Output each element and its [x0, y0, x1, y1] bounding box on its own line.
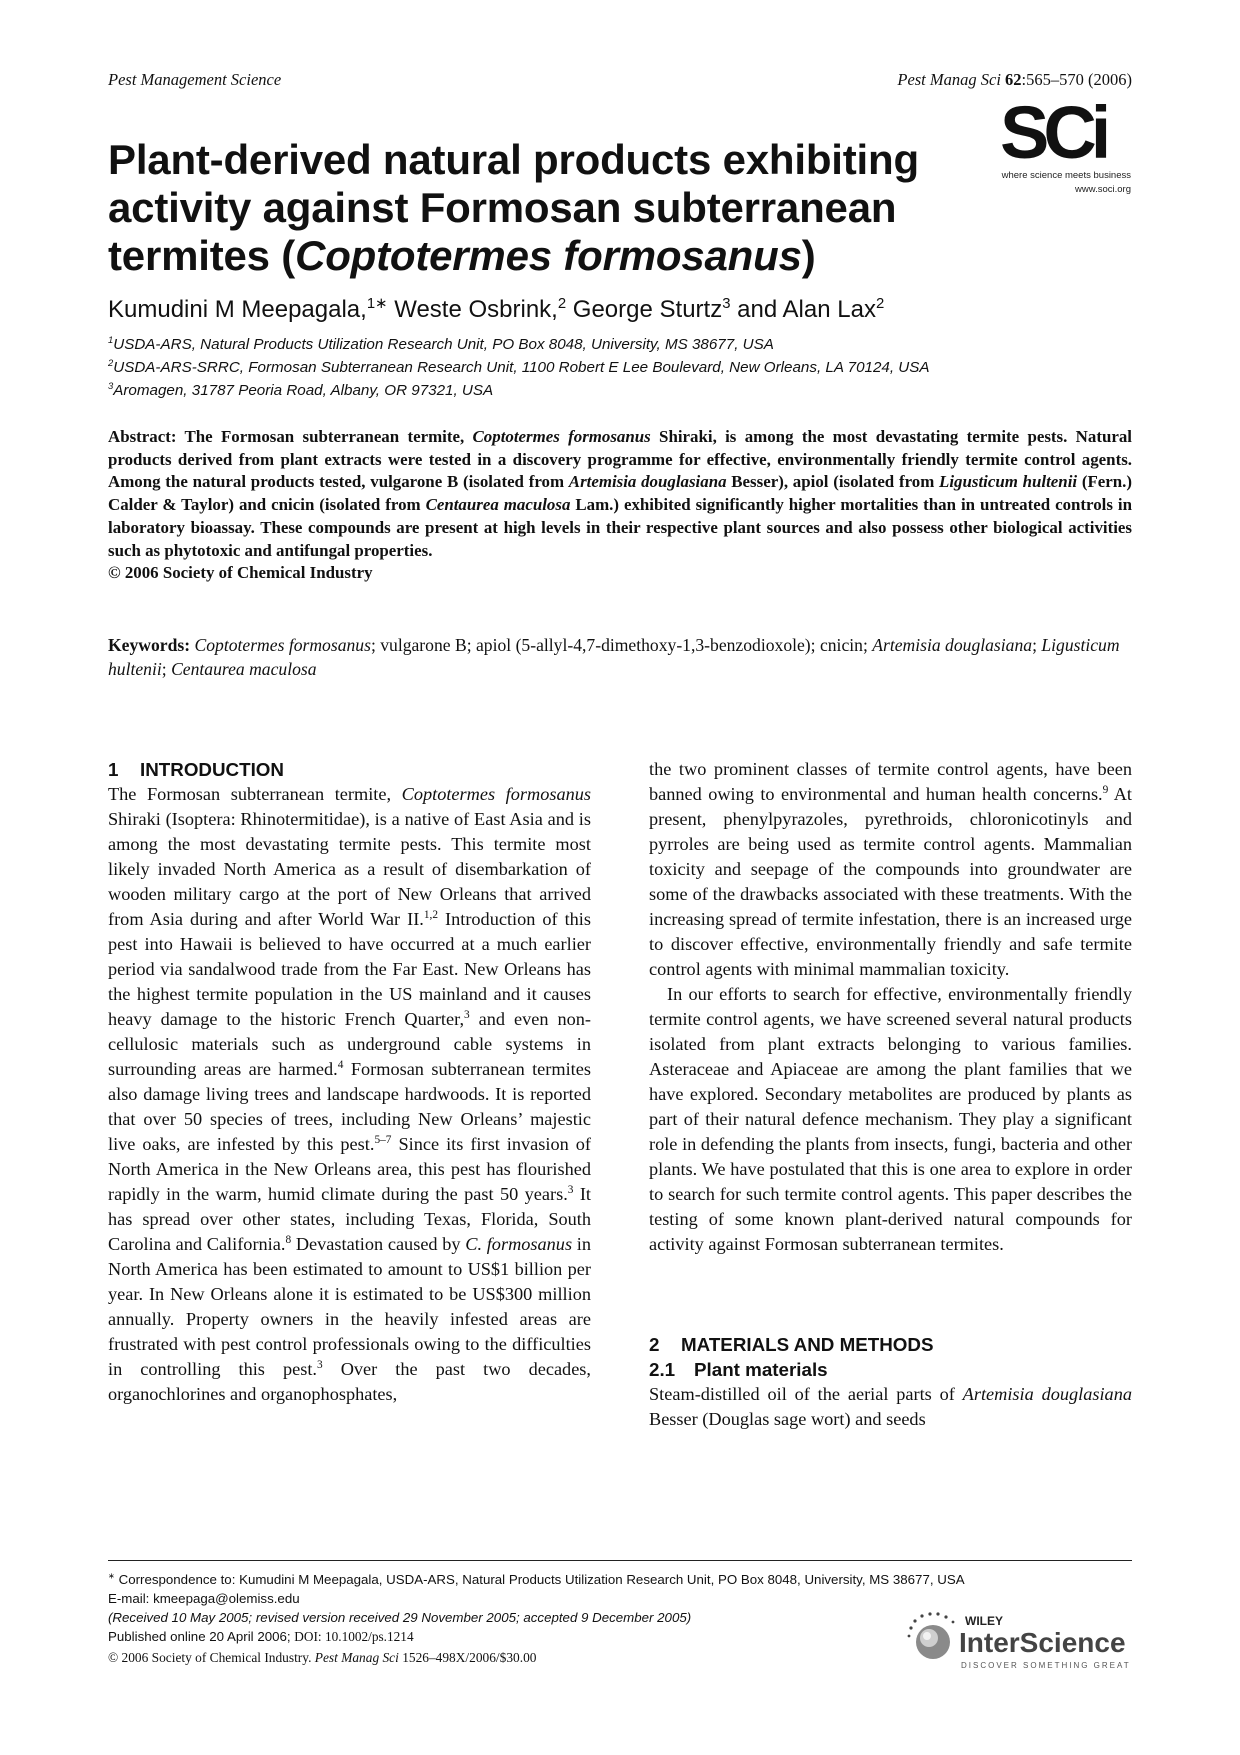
title-line-1: Plant-derived natural products exhibiting	[108, 136, 919, 183]
affiliation-1: $^1$USDA-ARS, Natural Products Utilization Research Unit, PO Box 8048, University, MS 38677, USA	[108, 333, 774, 353]
correspondence: ∗ Correspondence to: Kumudini M Meepagala, USDA-ARS, Natural Products Utilization Research Unit, PO Box 8048, University, MS 38677, USA	[108, 1571, 965, 1587]
running-head-left: Pest Management Science	[108, 70, 282, 89]
author-list: Kumudini M Meepagala,$^{1∗}$ Weste Osbrink,$^2$ George Sturtz$^3$ and Alan Lax$^2$	[108, 296, 885, 323]
footnotes	[108, 1570, 965, 1646]
email: E-mail: kmeepaga@olemiss.edu	[108, 1591, 300, 1606]
abstract-copyright: © 2006 Society of Chemical Industry	[108, 563, 373, 583]
volume: 62	[1005, 70, 1022, 89]
sci-logo	[1000, 96, 1132, 200]
intro-paragraph-2: the two prominent classes of termite control agents, have been banned owing to environmental and human health concerns.$^9$ At present, phenylpyrazoles, pyrethroids, chloronicotinyls and pyrroles are being used as termite control agents. Mammalian toxicity and seepage of the compounds into groundwater are some of the drawbacks associated with these treatments. With the increasing spread of termite infestation, there is an increased urge to discover effective, environmentally friendly and safe termite control agents with minimal mammalian toxicity.	[649, 759, 1133, 979]
author-3: George Sturtz	[566, 296, 723, 323]
subsection-heading-plant-materials: 2.1 Plant materials	[649, 1359, 828, 1380]
article-title	[108, 136, 988, 280]
title-line-2: activity against Formosan subterranean	[108, 184, 897, 231]
wiley-interscience-logo	[905, 1608, 1132, 1674]
sci-logo-url: www.soci.org	[1075, 184, 1131, 195]
footnote-rule	[108, 1560, 1132, 1561]
doi: DOI: 10.1002/ps.1214	[294, 1629, 414, 1644]
publication-info: Published online 20 April 2006; DOI: 10.1002/ps.1214	[108, 1629, 414, 1644]
affiliation-3: $^3$Aromagen, 31787 Peoria Road, Albany, OR 97321, USA	[108, 379, 494, 399]
sci-logo-tagline: where science meets business	[1001, 170, 1131, 181]
journal-abbrev: Pest Manag Sci	[897, 70, 1001, 89]
intro-paragraph-1: The Formosan subterranean termite, Coptotermes formosanus Shiraki (Isoptera: Rhinotermitidae), is a native of East Asia and is among the most devastating termite pests. This termite most likely invaded North America as a result of disembarkation of wooden military cargo at the port of New Orleans that arrived from Asia during and after World War II.$^{1,2}$ Introduction of this pest into Hawaii is believed to have occurred at a much earlier period via sandalwood trade from the Far East. New Orleans has the highest termite population in the US mainland and it causes heavy damage to the historic French Quarter,$^3$ and even non-cellulosic materials such as underground cable systems in surrounding areas are harmed.$^4$ Formosan subterranean termites also damage living trees and landscape hardwoods. It is reported that over 50 species of trees, including New Orleans’ majestic live oaks, are infested by this pest.$^{5-7}$ Since its first invasion of North America in the New Orleans area, this pest has flourished rapidly in the warm, humid climate during the past 50 years.$^3$ It has spread over other states, including Texas, Florida, South Carolina and California.$^8$ Devastation caused by C. formosanus in North America has been estimated to amount to US$1 billion per year. In New Orleans alone it is estimated to be US$300 million annually. Property owners in the heavily infested areas are frustrated with pest control professionals owing to the difficulties in controlling this pest.$^3$ Over the past two decades, organochlorines and organophosphates,	[108, 784, 591, 1404]
methods-paragraph-1: Steam-distilled oil of the aerial parts of Artemisia douglasiana Besser (Douglas sage wort) and seeds	[649, 1384, 1132, 1429]
running-head-right	[897, 70, 1132, 90]
author-2: Weste Osbrink,	[387, 296, 558, 323]
keywords-label: Keywords:	[108, 635, 195, 655]
section-heading-methods: 2 MATERIALS AND METHODS	[649, 1334, 934, 1355]
title-line-3: termites (Coptotermes formosanus)	[108, 232, 816, 279]
keywords: Keywords: Coptotermes formosanus; vulgarone B; apiol (5-allyl-4,7-dimethoxy-1,3-benzodioxole); cnicin; Artemisia douglasiana; Ligusticum hultenii; Centaurea maculosa	[108, 635, 1120, 679]
author-1: Kumudini M Meepagala,	[108, 296, 367, 323]
sci-logo-mark: SCi	[1000, 96, 1106, 174]
title-species: Coptotermes formosanus	[295, 232, 802, 279]
pages: :565–570 (2006)	[1021, 70, 1132, 89]
affiliations	[108, 333, 930, 402]
right-column	[649, 757, 1132, 1432]
wiley-wordmark: WILEY	[965, 1614, 1003, 1628]
section-heading-introduction: 1 INTRODUCTION	[108, 759, 284, 780]
abstract-label: Abstract:	[108, 427, 185, 446]
wiley-tagline: DISCOVER SOMETHING GREAT	[961, 1661, 1131, 1670]
globe-icon	[908, 1612, 955, 1659]
intro-paragraph-3: In our efforts to search for effective, environmentally friendly termite control agents, we have screened several natural products isolated from plant extracts belonging to various families. Asteraceae and Apiaceae are among the plant families that we have explored. Secondary metabolites are produced by plants as part of their natural defence mechanism. They play a significant role in defending the plants from insects, fungi, bacteria and other plants. We have postulated that this is one area to explore in order to search for such termite control agents. This paper describes the testing of some known plant-derived natural compounds for activity against Formosan subterranean termites.	[649, 984, 1132, 1254]
interscience-wordmark: InterScience	[959, 1627, 1126, 1658]
copyright-line: © 2006 Society of Chemical Industry. Pest Manag Sci 1526–498X/2006/$30.00	[108, 1650, 537, 1665]
affiliation-2: $^2$USDA-ARS-SRRC, Formosan Subterranean Research Unit, 1100 Robert E Lee Boulevard, New Orleans, LA 70124, USA	[108, 356, 930, 376]
received-dates: (Received 10 May 2005; revised version received 29 November 2005; accepted 9 December 2005)	[108, 1610, 692, 1625]
abstract: Abstract: The Formosan subterranean termite, Coptotermes formosanus Shiraki, is among the most devastating termite pests. Natural products derived from plant extracts were tested in a discovery programme for effective, environmentally friendly termite control agents. Among the natural products tested, vulgarone B (isolated from Artemisia douglasiana Besser), apiol (isolated from Ligusticum hultenii (Fern.) Calder & Taylor) and cnicin (isolated from Centaurea maculosa Lam.) exhibited significantly higher mortalities than in untreated controls in laboratory bioassay. These compounds are present at high levels in their respective plant sources and also possess other biological activities such as phytotoxic and antifungal properties. © 2006 Society of Chemical Industry	[108, 426, 1132, 585]
author-4: and Alan Lax	[730, 296, 876, 323]
left-column	[108, 757, 591, 1407]
